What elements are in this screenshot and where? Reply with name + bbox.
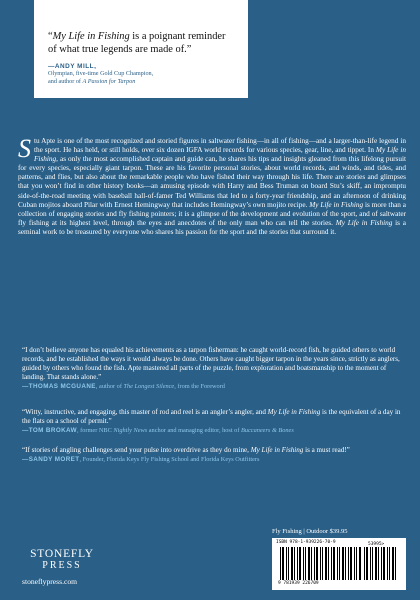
review-attribution: —THOMAS MCGUANE, author of The Longest Silence, from the Foreword	[22, 383, 225, 390]
featured-quote-text: “My Life in Fishing is a poignant reminder of what true legends are made of.”	[48, 31, 226, 55]
publisher-logo-name: STONEFLY	[30, 548, 94, 560]
isbn-number: ISBN 978-1-939226-70-9	[276, 540, 336, 545]
price-code: 53995>	[368, 542, 385, 547]
review-text: “If stories of angling challenges send your pulse into overdrive as they do mine, My Life in Fishing is a must read!”	[22, 446, 350, 454]
review-moret	[22, 446, 402, 464]
drop-cap: S	[18, 134, 31, 163]
review-mcguane	[22, 346, 402, 391]
category-price: Fly Fishing | Outdoor $39.95	[272, 528, 348, 535]
review-text: “Witty, instructive, and engaging, this master of rod and reel is an angler’s angler, and My Life in Fishing is the equivalent of a day in the flats on a school of permit.”	[22, 408, 401, 425]
review-attribution: —SANDY MORET, Founder, Florida Keys Fly Fishing School and Florida Keys Outfitters	[22, 456, 260, 463]
ean-barcode-bars	[280, 547, 362, 580]
featured-quote-box	[34, 0, 248, 98]
featured-quote-author: —ANDY MILL,	[48, 63, 97, 70]
featured-quote-book: and author of A Passion for Tarpon	[48, 78, 136, 85]
isbn-barcode	[272, 538, 406, 590]
book-description: Stu Apte is one of the most recognized and storied figures in saltwater fishing—in all of fishing—and a larger-than-life legend in the sport. He has held, or still holds, over six dozen IGFA world records for various species, gear, line, and tippet. In My Life in Fishing, as only the most accomplished captain and guide can, he shares his tips and insights gleaned from this lifelong pursuit for every species, especially giant tarpon. These are his favorite personal stories, about world records, and winds, and tides, and patterns, and flies, but also about the remarkable people who have fished their way through his life. There are stories and glimpses that you won’t find in other history books—an amusing episode with Harry and Bess Truman on board Stu’s skiff, an impromptu side-of-the-road meeting with baseball hall-of-famer Ted Williams that led to a forty-year friendship, and an afternoon of drinking Cuban mojitos aboard Pilar with Ernest Hemingway that includes Hemingway’s own mojito recipe. My Life in Fishing is more than a collection of engaging stories and fly fishing pointers; it is a glimpse of the development and evolution of the sport, and of saltwater fly fishing at its highest level, through the eyes and anecdotes of the only man who can tell the stories. My Life in Fishing is a seminal work to be treasured by everyone who shares his passion for the sport and the stories that surround it.	[18, 134, 406, 236]
publisher-logo-press: PRESS	[42, 560, 82, 571]
review-text: “I don’t believe anyone has equaled his achievements as a tarpon fisherman: he caught world-record fish, he guided others to world records, and he established the ways it would always be done. Others have caught bigger tarpon in the years since, strictly as anglers, guided by others who found the fish. Apte mastered all parts of the puzzle, from exploration and boatsmanship to the moment of landing. That stands alone.”	[22, 346, 400, 381]
featured-quote-credential: Olympian, five-time Gold Cup Champion,	[48, 70, 154, 77]
price-barcode-bars	[364, 547, 398, 580]
review-brokaw	[22, 408, 402, 435]
publisher-website: stoneflypress.com	[22, 577, 78, 586]
review-attribution: —TOM BROKAW, former NBC Nightly News anchor and managing editor, host of Buccaneers & Bones	[22, 427, 294, 434]
publisher-logo	[22, 548, 102, 571]
ean-number: 9 781939 226709	[278, 581, 319, 586]
